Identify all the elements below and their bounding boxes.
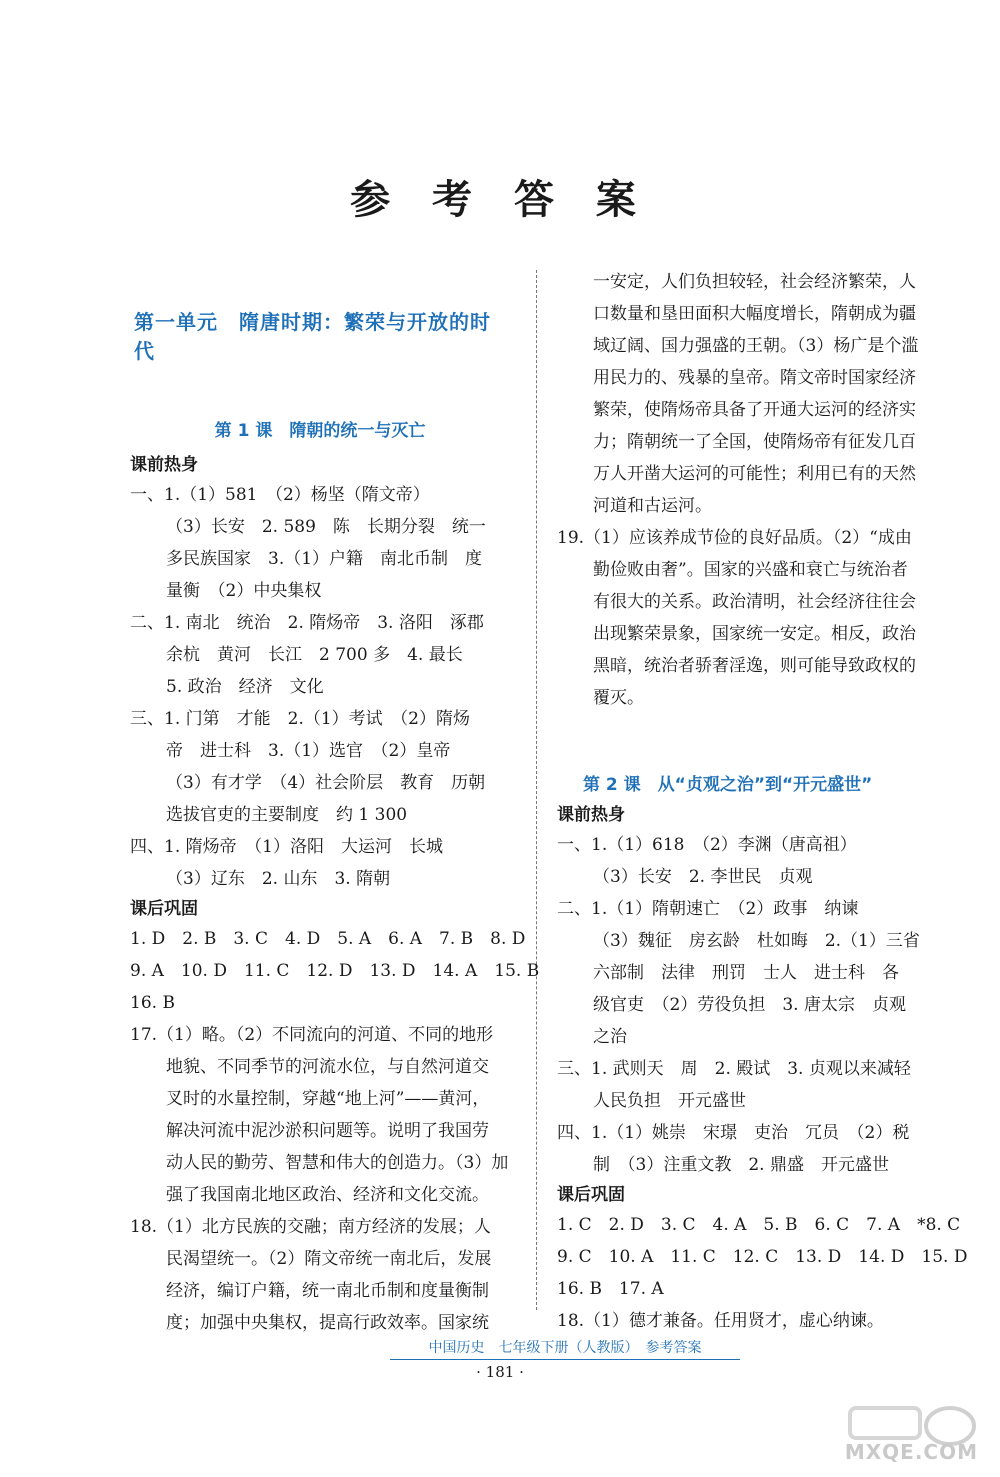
- section-after-class: 课后巩固: [557, 1185, 625, 1205]
- answer-line: 余杭 黄河 长江 2 700 多 4. 最长: [166, 645, 463, 665]
- answer-line: 制 （3）注重文教 2. 鼎盛 开元盛世: [593, 1155, 889, 1175]
- answer-line: （3）魏征 房玄龄 杜如晦 2.（1）三省: [593, 931, 920, 951]
- answer-line: 覆灭。: [593, 688, 644, 708]
- answer-line: 17.（1）略。（2）不同流向的河道、不同的地形: [130, 1025, 494, 1045]
- left-column: [130, 262, 540, 1339]
- answer-line: 9. C 10. A 11. C 12. C 13. D 14. D 15. D: [557, 1247, 968, 1267]
- answer-line: 一、1.（1）618 （2）李渊（唐高祖）: [557, 835, 857, 855]
- answer-line: 地貌、不同季节的河流水位，与自然河道交: [166, 1057, 489, 1077]
- answer-line: 四、1. 隋炀帝 （1）洛阳 大运河 长城: [130, 837, 443, 857]
- lesson-1-title: 第 1 课 隋朝的统一与灭亡: [214, 421, 426, 441]
- answer-line: 万人开凿大运河的可能性；利用已有的天然: [593, 464, 916, 484]
- watermark-logo: [830, 1400, 990, 1470]
- answer-line: 1. C 2. D 3. C 4. A 5. B 6. C 7. A *8. C: [557, 1215, 961, 1235]
- answer-line: 经济，编订户籍，统一南北币制和度量衡制: [166, 1281, 489, 1301]
- column-divider: [536, 270, 537, 1310]
- page-number: · 181 ·: [476, 1363, 524, 1381]
- answer-line: 出现繁荣景象，国家统一安定。相反，政治: [593, 624, 916, 644]
- answer-line: 二、1. 南北 统治 2. 隋炀帝 3. 洛阳 涿郡: [130, 613, 484, 633]
- answer-line: 1. D 2. B 3. C 4. D 5. A 6. A 7. B 8. D: [130, 929, 526, 949]
- page-title: 参 考 答 案: [350, 176, 650, 223]
- answer-line: 9. A 10. D 11. C 12. D 13. D 14. A 15. B: [130, 961, 540, 981]
- answer-line: 之治: [593, 1027, 627, 1047]
- answer-line: 多民族国家 3.（1）户籍 南北币制 度: [166, 549, 483, 569]
- answer-line: 黑暗，统治者骄奢淫逸，则可能导致政权的: [593, 656, 916, 676]
- answer-line: 三、1. 武则天 周 2. 殿试 3. 贞观以来减轻: [557, 1059, 911, 1079]
- answer-line: 六部制 法律 刑罚 士人 进士科 各: [593, 963, 899, 983]
- watermark-text: MXQE.COM: [844, 1440, 978, 1464]
- pre-class-answers: [557, 829, 937, 1181]
- section-pre-class: 课前热身: [130, 455, 198, 475]
- answer-line: 有很大的关系。政治清明，社会经济往往会: [593, 592, 916, 612]
- answer-line: 级官吏 （2）劳役负担 3. 唐太宗 贞观: [593, 995, 906, 1015]
- answer-line: 二、1.（1）隋朝速亡 （2）政事 纳谏: [557, 899, 859, 919]
- answer-line: （3）有才学 （4）社会阶层 教育 历朝: [166, 773, 486, 793]
- answer-line: 力；隋朝统一了全国，使隋炀帝有征发几百: [593, 432, 916, 452]
- answer-line: 叉时的水量控制，穿越“地上河”——黄河，: [166, 1089, 490, 1109]
- answer-line: 河道和古运河。: [593, 496, 712, 516]
- answer-line: （3）辽东 2. 山东 3. 隋朝: [166, 869, 391, 889]
- lesson-2-title: 第 2 课 从“贞观之治”到“开元盛世”: [583, 775, 873, 795]
- answer-line: 一安定，人们负担较轻，社会经济繁荣，人: [593, 272, 916, 292]
- pre-class-answers: [130, 479, 510, 895]
- answer-line: 四、1.（1）姚崇 宋璟 吏治 冗员 （2）税: [557, 1123, 910, 1143]
- answer-line: 动人民的勤劳、智慧和伟大的创造力。（3）加: [166, 1153, 509, 1173]
- answer-line: 选拔官吏的主要制度 约 1 300: [166, 805, 408, 825]
- answer-line: 用民力的、残暴的皇帝。隋文帝时国家经济: [593, 368, 916, 388]
- after-class-answers: [130, 923, 540, 1339]
- continued-answers: [557, 266, 937, 714]
- answer-line: 16. B 17. A: [557, 1279, 664, 1299]
- answer-line: （3）长安 2. 589 陈 长期分裂 统一: [166, 517, 486, 537]
- answer-line: 16. B: [130, 993, 175, 1013]
- footer-book-title: 中国历史 七年级下册（人教版） 参考答案: [390, 1337, 740, 1360]
- answer-line: 域辽阔、国力强盛的王朝。（3）杨广是个滥: [593, 336, 919, 356]
- answer-line: 一、1.（1）581 （2）杨坚（隋文帝）: [130, 485, 430, 505]
- answer-line: 19.（1）应该养成节俭的良好品质。（2）“成由: [557, 528, 912, 548]
- right-column: [557, 266, 968, 1337]
- answer-line: 勤俭败由奢”。国家的兴盛和衰亡与统治者: [593, 560, 908, 580]
- answer-line: 量衡 （2）中央集权: [166, 581, 322, 601]
- answer-line: （3）长安 2. 李世民 贞观: [593, 867, 813, 887]
- answer-line: 度；加强中央集权，提高行政效率。国家统: [166, 1313, 489, 1333]
- answer-line: 5. 政治 经济 文化: [166, 677, 324, 697]
- answer-line: 繁荣，使隋炀帝具备了开通大运河的经济实: [593, 400, 916, 420]
- section-pre-class: 课前热身: [557, 805, 625, 825]
- section-after-class: 课后巩固: [130, 899, 198, 919]
- answer-line: 18.（1）北方民族的交融；南方经济的发展；人: [130, 1217, 491, 1237]
- answer-line: 18.（1）德才兼备。任用贤才，虚心纳谏。: [557, 1311, 884, 1331]
- answer-line: 三、1. 门第 才能 2.（1）考试 （2）隋炀: [130, 709, 470, 729]
- unit-title: 第一单元 隋唐时期：繁荣与开放的时代: [134, 310, 491, 363]
- answer-line: 民渴望统一。（2）隋文帝统一南北后，发展: [166, 1249, 492, 1269]
- after-class-answers: [557, 1209, 968, 1337]
- answer-line: 强了我国南北地区政治、经济和文化交流。: [166, 1185, 489, 1205]
- answer-line: 口数量和垦田面积大幅度增长，隋朝成为疆: [593, 304, 916, 324]
- answer-line: 帝 进士科 3.（1）选官 （2）皇帝: [166, 741, 451, 761]
- answer-line: 解决河流中泥沙淤积问题等。说明了我国劳: [166, 1121, 489, 1141]
- answer-line: 人民负担 开元盛世: [593, 1091, 746, 1111]
